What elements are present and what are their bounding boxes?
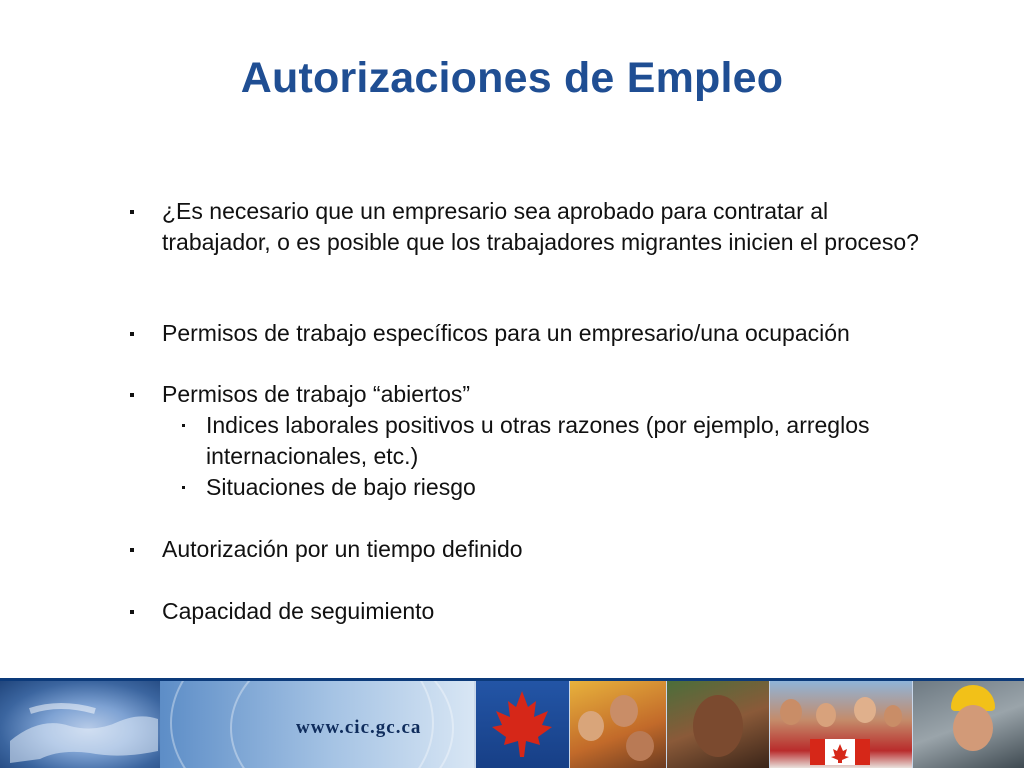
bullet-item: [162, 596, 942, 627]
face: [578, 711, 604, 741]
bullet-text: ¿Es necesario que un empresario sea aprobado para contratar al trabajador, o es posible que los trabajadores migrantes inicien el proceso?: [162, 198, 919, 255]
bullet-marker: [130, 210, 134, 214]
face: [626, 731, 654, 761]
sub-bullet-marker: [182, 486, 185, 489]
bullet-text: Permisos de trabajo específicos para un empresario/una ocupación: [162, 320, 850, 346]
bullet-marker: [130, 610, 134, 614]
bullet-marker: [130, 548, 134, 552]
face: [610, 695, 638, 727]
canada-flag-icon: [810, 739, 870, 765]
bullet-marker: [130, 393, 134, 397]
crowd-photo: [770, 681, 912, 768]
face: [816, 703, 836, 727]
woman-photo: [667, 681, 769, 768]
maple-leaf-tile: [476, 681, 569, 768]
face: [884, 705, 902, 727]
children-photo: [570, 681, 666, 768]
worker-photo: [913, 681, 1024, 768]
maple-leaf-icon: [476, 681, 569, 768]
sub-bullet-marker: [182, 424, 185, 427]
bullet-item: [162, 318, 942, 349]
face: [693, 695, 743, 757]
website-url[interactable]: www.cic.gc.ca: [296, 717, 422, 738]
face: [780, 699, 802, 725]
sub-bullet-text: Situaciones de bajo riesgo: [206, 474, 476, 500]
bullet-item: [162, 379, 942, 410]
sub-bullet-item: [206, 410, 966, 472]
face: [854, 697, 876, 723]
bullet-text: Capacidad de seguimiento: [162, 598, 435, 624]
sub-bullet-text: Indices laborales positivos u otras razones (por ejemplo, arreglos internacionales, etc.): [206, 412, 870, 469]
handshake-photo: [0, 681, 160, 768]
bullet-item: [162, 534, 942, 565]
bullet-item: [162, 196, 942, 258]
bullet-text: Autorización por un tiempo definido: [162, 536, 523, 562]
sub-bullet-item: [206, 472, 966, 503]
banner-graphic: [0, 681, 474, 768]
bullet-text: Permisos de trabajo “abiertos”: [162, 381, 471, 407]
handshake-icon: [0, 681, 160, 768]
footer-banner: [0, 678, 1024, 768]
face: [953, 705, 993, 751]
bullet-marker: [130, 332, 134, 336]
slide-title: Autorizaciones de Empleo: [240, 54, 784, 102]
